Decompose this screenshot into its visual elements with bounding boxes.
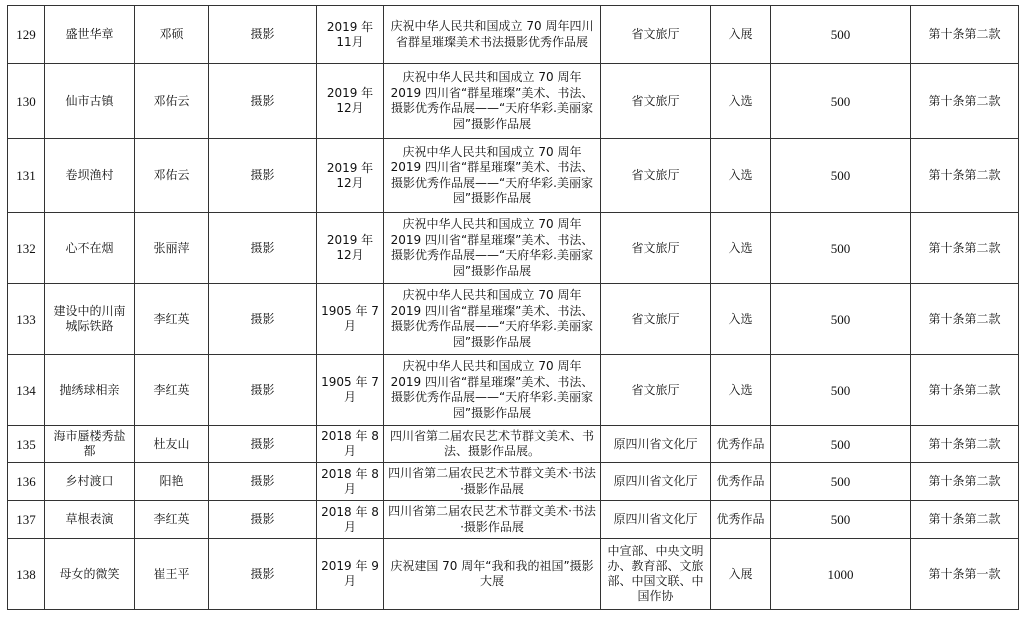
award-level: 入选 (711, 355, 771, 426)
award-level: 入选 (711, 284, 771, 355)
clause: 第十条第一款 (911, 539, 1019, 610)
award-level: 入展 (711, 539, 771, 610)
table-row (8, 463, 1019, 501)
date: 2018 年 8月 (317, 501, 384, 539)
clause: 第十条第二款 (911, 426, 1019, 463)
category: 摄影 (209, 355, 317, 426)
clause: 第十条第二款 (911, 463, 1019, 501)
organizer: 原四川省文化厅 (601, 501, 711, 539)
table-row (8, 213, 1019, 284)
organizer: 省文旅厅 (601, 284, 711, 355)
table-row (8, 64, 1019, 139)
category: 摄影 (209, 284, 317, 355)
exhibition-name: 庆祝中华人民共和国成立 70 周年 2019 四川省“群星璀璨”美术、书法、摄影优秀作品展——“天府华彩.美丽家园”摄影作品展 (384, 64, 601, 139)
clause: 第十条第二款 (911, 213, 1019, 284)
row-number: 137 (8, 501, 45, 539)
award-amount: 500 (771, 501, 911, 539)
organizer: 省文旅厅 (601, 355, 711, 426)
clause: 第十条第二款 (911, 6, 1019, 64)
award-amount: 500 (771, 284, 911, 355)
organizer: 省文旅厅 (601, 6, 711, 64)
exhibition-name: 四川省第二届农民艺术节群文美术·书法·摄影作品展 (384, 501, 601, 539)
clause: 第十条第二款 (911, 139, 1019, 213)
row-number: 138 (8, 539, 45, 610)
work-title: 海市蜃楼秀盐都 (45, 426, 135, 463)
date: 2019 年 12月 (317, 213, 384, 284)
clause: 第十条第二款 (911, 284, 1019, 355)
work-title: 草根表演 (45, 501, 135, 539)
award-amount: 500 (771, 463, 911, 501)
date: 2018 年 8月 (317, 463, 384, 501)
row-number: 136 (8, 463, 45, 501)
row-number: 131 (8, 139, 45, 213)
award-level: 优秀作品 (711, 463, 771, 501)
work-title: 仙市古镇 (45, 64, 135, 139)
table-row (8, 355, 1019, 426)
organizer: 中宣部、中央文明办、教育部、文旅部、中国文联、中国作协 (601, 539, 711, 610)
work-title: 卷坝渔村 (45, 139, 135, 213)
author: 邓佑云 (135, 64, 209, 139)
row-number: 130 (8, 64, 45, 139)
organizer: 原四川省文化厅 (601, 426, 711, 463)
awards-table (7, 5, 1019, 610)
award-amount: 500 (771, 64, 911, 139)
row-number: 129 (8, 6, 45, 64)
exhibition-name: 四川省第二届农民艺术节群文美术·书法·摄影作品展 (384, 463, 601, 501)
organizer: 省文旅厅 (601, 139, 711, 213)
date: 2018 年 8月 (317, 426, 384, 463)
date: 2019 年 11月 (317, 6, 384, 64)
work-title: 盛世华章 (45, 6, 135, 64)
table-body (8, 6, 1019, 610)
organizer: 省文旅厅 (601, 64, 711, 139)
author: 李红英 (135, 501, 209, 539)
work-title: 抛绣球相亲 (45, 355, 135, 426)
organizer: 省文旅厅 (601, 213, 711, 284)
row-number: 132 (8, 213, 45, 284)
clause: 第十条第二款 (911, 355, 1019, 426)
category: 摄影 (209, 139, 317, 213)
work-title: 建设中的川南城际铁路 (45, 284, 135, 355)
exhibition-name: 庆祝中华人民共和国成立 70 周年 2019 四川省“群星璀璨”美术、书法、摄影优秀作品展——“天府华彩.美丽家园”摄影作品展 (384, 213, 601, 284)
work-title: 心不在烟 (45, 213, 135, 284)
date: 2019 年 12月 (317, 64, 384, 139)
date: 2019 年 9月 (317, 539, 384, 610)
award-level: 入展 (711, 6, 771, 64)
category: 摄影 (209, 426, 317, 463)
award-amount: 500 (771, 6, 911, 64)
exhibition-name: 庆祝中华人民共和国成立 70 周年 2019 四川省“群星璀璨”美术、书法、摄影优秀作品展——“天府华彩.美丽家园”摄影作品展 (384, 139, 601, 213)
date: 1905 年 7月 (317, 284, 384, 355)
award-amount: 500 (771, 355, 911, 426)
exhibition-name: 庆祝建国 70 周年“我和我的祖国”摄影大展 (384, 539, 601, 610)
row-number: 134 (8, 355, 45, 426)
category: 摄影 (209, 213, 317, 284)
author: 杜友山 (135, 426, 209, 463)
author: 李红英 (135, 284, 209, 355)
clause: 第十条第二款 (911, 501, 1019, 539)
table-row (8, 6, 1019, 64)
date: 2019 年 12月 (317, 139, 384, 213)
organizer: 原四川省文化厅 (601, 463, 711, 501)
award-level: 入选 (711, 213, 771, 284)
exhibition-name: 四川省第二届农民艺术节群文美术、书法、摄影作品展。 (384, 426, 601, 463)
award-level: 优秀作品 (711, 501, 771, 539)
award-level: 优秀作品 (711, 426, 771, 463)
award-amount: 500 (771, 213, 911, 284)
category: 摄影 (209, 501, 317, 539)
author: 邓佑云 (135, 139, 209, 213)
table-row (8, 539, 1019, 610)
row-number: 133 (8, 284, 45, 355)
table-row (8, 426, 1019, 463)
work-title: 母女的微笑 (45, 539, 135, 610)
exhibition-name: 庆祝中华人民共和国成立 70 周年 2019 四川省“群星璀璨”美术、书法、摄影优秀作品展——“天府华彩.美丽家园”摄影作品展 (384, 284, 601, 355)
author: 张丽萍 (135, 213, 209, 284)
award-amount: 500 (771, 139, 911, 213)
table-row (8, 284, 1019, 355)
award-amount: 500 (771, 426, 911, 463)
category: 摄影 (209, 463, 317, 501)
category: 摄影 (209, 6, 317, 64)
category: 摄影 (209, 539, 317, 610)
author: 邓硕 (135, 6, 209, 64)
author: 李红英 (135, 355, 209, 426)
award-level: 入选 (711, 64, 771, 139)
author: 崔王平 (135, 539, 209, 610)
exhibition-name: 庆祝中华人民共和国成立 70 周年四川省群星璀璨美术书法摄影优秀作品展 (384, 6, 601, 64)
exhibition-name: 庆祝中华人民共和国成立 70 周年 2019 四川省“群星璀璨”美术、书法、摄影优秀作品展——“天府华彩.美丽家园”摄影作品展 (384, 355, 601, 426)
row-number: 135 (8, 426, 45, 463)
work-title: 乡村渡口 (45, 463, 135, 501)
award-amount: 1000 (771, 539, 911, 610)
table-row (8, 501, 1019, 539)
clause: 第十条第二款 (911, 64, 1019, 139)
table-row (8, 139, 1019, 213)
category: 摄影 (209, 64, 317, 139)
author: 阳艳 (135, 463, 209, 501)
date: 1905 年 7月 (317, 355, 384, 426)
award-level: 入选 (711, 139, 771, 213)
